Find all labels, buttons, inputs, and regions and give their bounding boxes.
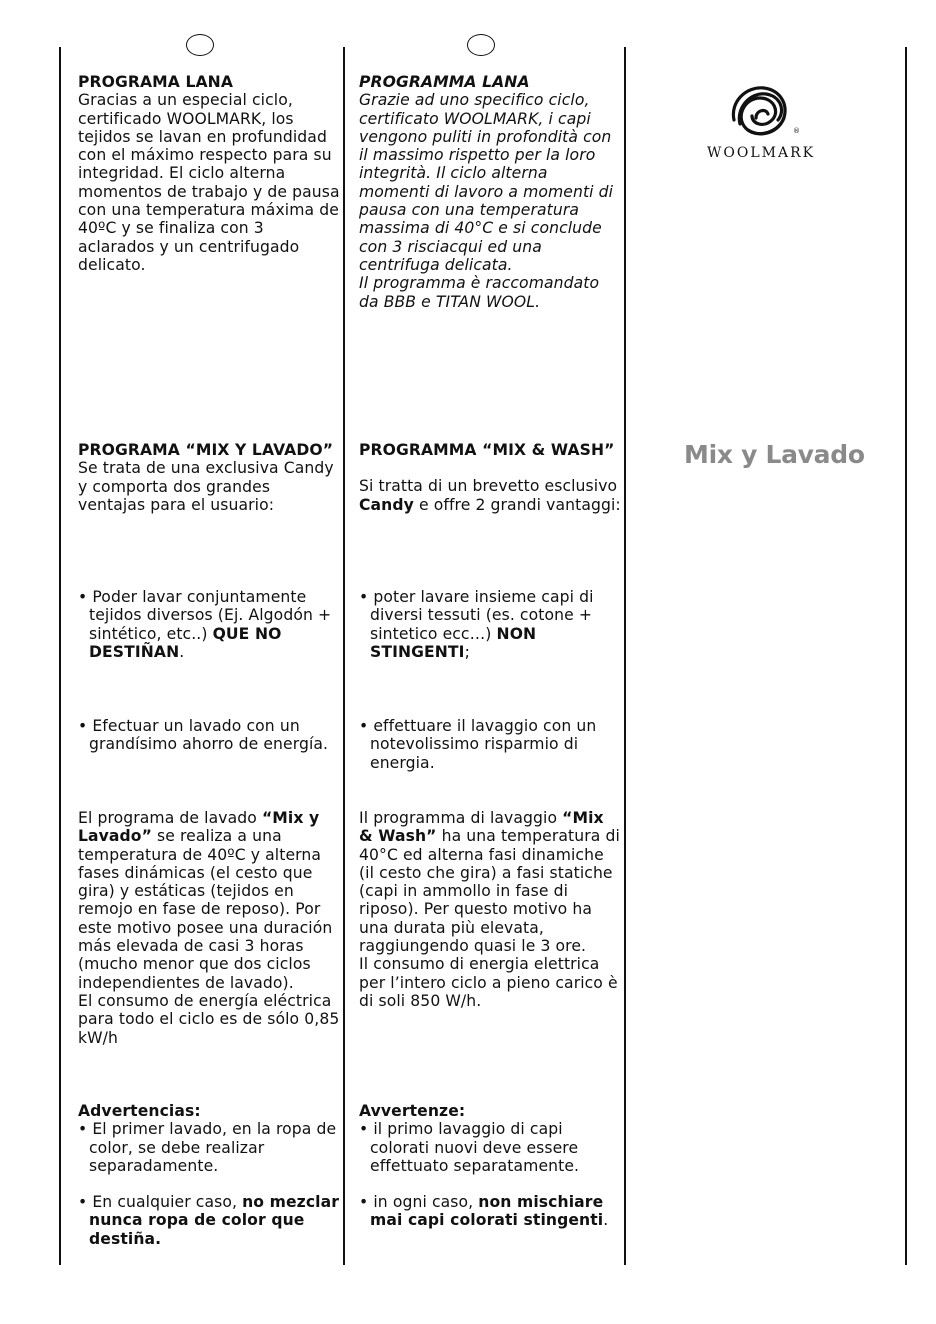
column-divider-middle-left — [343, 47, 345, 1265]
es-mix-section — [78, 441, 340, 514]
es-bullet-1-end: . — [179, 642, 185, 661]
it-warning-1: • il primo lavaggio di capi colorati nuovi deve essere effettuato separatamente. — [359, 1120, 580, 1175]
es-program-name: “Mix y Lavado” — [78, 809, 320, 846]
registered-mark: ® — [793, 127, 800, 135]
column-divider-middle-right — [624, 47, 626, 1265]
it-bullet-1-end: ; — [464, 642, 470, 661]
es-program-text-a: El programa de lavado — [78, 809, 262, 827]
language-flag-circle-it — [467, 34, 495, 56]
column-divider-right — [905, 47, 907, 1265]
it-lana-section — [359, 73, 621, 311]
it-mix-title: PROGRAMMA “MIX & WASH” — [359, 441, 615, 459]
it-mix-section — [359, 441, 621, 514]
es-program-text-c: se realiza a una temperatura de 40ºC y alterna fases dinámicas (el cesto que gira) y estáticas (tejidos en remojo en fase de reposo). Por este motivo posee una duración más elevada de casi 3 horas (mucho menor que dos ciclos independientes de lavado). — [78, 827, 333, 992]
es-warnings-section — [78, 1102, 340, 1248]
es-bullet-2-text: • Efectuar un lavado con un grandísimo ahorro de energía. — [78, 717, 329, 754]
es-mix-intro: Se trata de una exclusiva Candy y comporta dos grandes ventajas para el usuario: — [78, 459, 334, 514]
it-warning-2-end: . — [603, 1211, 609, 1230]
es-bullet-1 — [78, 588, 340, 661]
es-warning-2-bold: no mezclar nunca ropa de color que destiña. — [89, 1193, 340, 1248]
it-lana-title: PROGRAMMA LANA — [359, 73, 530, 91]
language-flag-circle-es — [186, 34, 214, 56]
it-mix-intro-brand: Candy — [359, 495, 414, 514]
es-lana-body: Gracias a un especial ciclo, certificado WOOLMARK, los tejidos se lavan en profundidad con el máximo respecto para su integridad. El ciclo alterna momentos de trabajo y de pausa con una temperatura máxima de 40ºC y se finaliza con 3 aclarados y un centrifugado delicato. — [78, 91, 340, 274]
it-program-name: “Mix & Wash” — [359, 809, 604, 846]
it-lana-body-2: Il programma è raccomandato da BBB e TITAN WOOL. — [359, 274, 600, 311]
woolmark-brand-text: WOOLMARK — [707, 145, 816, 161]
es-bullet-1-text: • Poder lavar conjuntamente tejidos diversos (Ej. Algodón + sintético, etc..) — [78, 588, 332, 643]
it-warnings-section — [359, 1102, 621, 1230]
es-lana-section — [78, 73, 340, 274]
es-bullet-2 — [78, 717, 340, 754]
it-warnings-title: Avvertenze: — [359, 1102, 466, 1120]
it-bullet-1-bold: NON STINGENTI — [370, 624, 537, 661]
it-program-text-a: Il programma di lavaggio — [359, 809, 563, 827]
mix-y-lavado-title: Mix y Lavado — [684, 440, 865, 469]
es-program-section — [78, 809, 340, 1047]
es-program-energy: El consumo de energía eléctrica para todo el ciclo es de sólo 0,85 kW/h — [78, 991, 340, 1047]
it-mix-intro-c: e offre 2 grandi vantaggi: — [413, 495, 621, 514]
es-warnings-title: Advertencias: — [78, 1102, 201, 1120]
it-bullet-2-text: • effettuare il lavaggio con un notevolissimo risparmio di energia. — [359, 717, 597, 772]
column-divider-left — [59, 47, 61, 1265]
it-warning-2-bold: non mischiare mai capi colorati stingenti — [370, 1193, 604, 1230]
es-mix-title: PROGRAMA “MIX Y LAVADO” — [78, 441, 334, 459]
it-bullet-1 — [359, 588, 621, 661]
it-program-text-c: ha una temperatura di 40°C ed alterna fasi dinamiche (il cesto che gira) a fasi statiche (capi in ammollo in fase di riposo). Per questo motivo ha una durata più elevata, raggiungendo quasi le 3 ore. — [359, 827, 620, 956]
es-bullet-1-bold: QUE NO DESTIÑAN — [89, 624, 282, 661]
es-warning-1: • El primer lavado, en la ropa de color, se debe realizar separadamente. — [78, 1120, 337, 1175]
it-bullet-2 — [359, 717, 621, 772]
it-lana-body: Grazie ad uno specifico ciclo, certificato WOOLMARK, i capi vengono puliti in profondità con il massimo rispetto per la loro integrità. Il ciclo alterna momenti di lavoro a momenti di pausa con una temperatura massima di 40°C e si conclude con 3 risciacqui ed una centrifuga delicata. — [359, 91, 614, 274]
it-warning-2-text: • in ogni caso, — [359, 1193, 479, 1212]
it-program-section — [359, 809, 621, 1010]
woolmark-logo-icon — [726, 80, 796, 142]
it-program-energy: Il consumo di energia elettrica per l’intero ciclo a pieno carico è di soli 850 W/h. — [359, 955, 618, 1010]
it-mix-intro-a: Si tratta di un brevetto esclusivo — [359, 477, 618, 496]
es-lana-title: PROGRAMA LANA — [78, 73, 234, 91]
es-warning-2-text: • En cualquier caso, — [78, 1193, 243, 1212]
it-bullet-1-text: • poter lavare insieme capi di diversi tessuti (es. cotone + sintetico ecc…) — [359, 588, 594, 643]
